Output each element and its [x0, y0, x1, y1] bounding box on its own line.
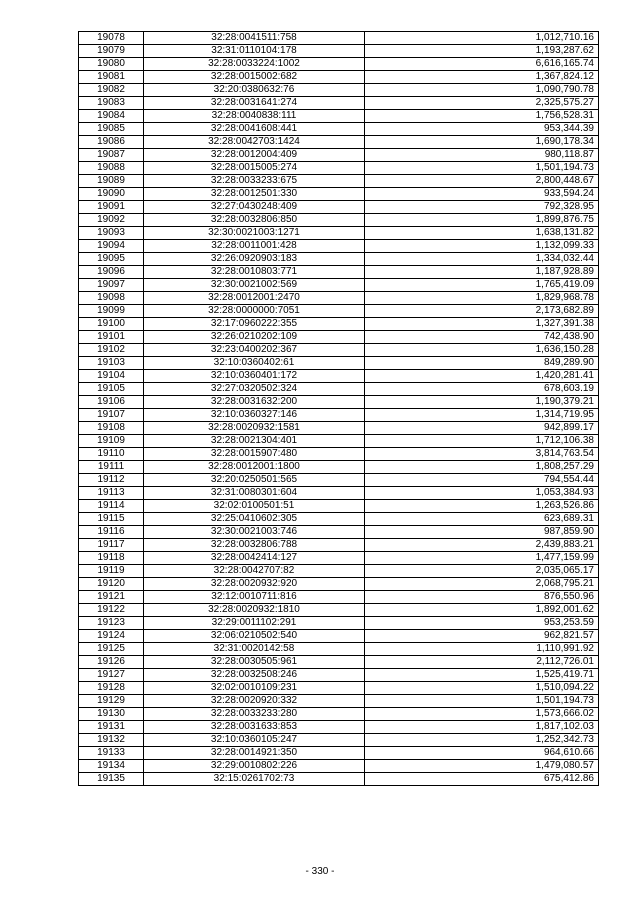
- cadastral-number-cell: 32:28:0020932:920: [144, 578, 365, 591]
- table-row: [79, 578, 599, 591]
- row-number-cell: 19124: [79, 630, 144, 643]
- cadastral-number-cell: 32:10:0360327:146: [144, 409, 365, 422]
- table-row: [79, 97, 599, 110]
- row-number-cell: 19121: [79, 591, 144, 604]
- amount-cell: 1,190,379.21: [365, 396, 599, 409]
- amount-cell: 980,118.87: [365, 149, 599, 162]
- row-number-cell: 19083: [79, 97, 144, 110]
- amount-cell: 1,420,281.41: [365, 370, 599, 383]
- cadastral-number-cell: 32:28:0040838:111: [144, 110, 365, 123]
- table-row: [79, 760, 599, 773]
- table-row: [79, 773, 599, 786]
- cadastral-number-cell: 32:27:0430248:409: [144, 201, 365, 214]
- cadastral-number-cell: 32:28:0032806:788: [144, 539, 365, 552]
- amount-cell: 2,068,795.21: [365, 578, 599, 591]
- table-row: [79, 84, 599, 97]
- amount-cell: 3,814,763.54: [365, 448, 599, 461]
- amount-cell: 1,314,719.95: [365, 409, 599, 422]
- row-number-cell: 19087: [79, 149, 144, 162]
- row-number-cell: 19089: [79, 175, 144, 188]
- amount-cell: 1,756,528.31: [365, 110, 599, 123]
- amount-cell: 6,616,165.74: [365, 58, 599, 71]
- amount-cell: 1,327,391.38: [365, 318, 599, 331]
- amount-cell: 1,817,102.03: [365, 721, 599, 734]
- amount-cell: 2,800,448.67: [365, 175, 599, 188]
- cadastral-number-cell: 32:28:0042703:1424: [144, 136, 365, 149]
- row-number-cell: 19129: [79, 695, 144, 708]
- table-row: [79, 110, 599, 123]
- row-number-cell: 19134: [79, 760, 144, 773]
- amount-cell: 1,263,526.86: [365, 500, 599, 513]
- table-row: [79, 240, 599, 253]
- row-number-cell: 19090: [79, 188, 144, 201]
- cadastral-number-cell: 32:30:0021003:746: [144, 526, 365, 539]
- cadastral-number-cell: 32:02:0010109:231: [144, 682, 365, 695]
- amount-cell: 1,090,790.78: [365, 84, 599, 97]
- cadastral-number-cell: 32:28:0012001:2470: [144, 292, 365, 305]
- row-number-cell: 19098: [79, 292, 144, 305]
- row-number-cell: 19133: [79, 747, 144, 760]
- amount-cell: 1,012,710.16: [365, 32, 599, 45]
- row-number-cell: 19132: [79, 734, 144, 747]
- cadastral-number-cell: 32:30:0021002:569: [144, 279, 365, 292]
- table-row: [79, 266, 599, 279]
- cadastral-number-cell: 32:26:0920903:183: [144, 253, 365, 266]
- row-number-cell: 19101: [79, 331, 144, 344]
- row-number-cell: 19092: [79, 214, 144, 227]
- amount-cell: 1,110,991.92: [365, 643, 599, 656]
- cadastral-number-cell: 32:31:0020142:58: [144, 643, 365, 656]
- row-number-cell: 19103: [79, 357, 144, 370]
- amount-cell: 1,765,419.09: [365, 279, 599, 292]
- row-number-cell: 19109: [79, 435, 144, 448]
- cadastral-number-cell: 32:28:0031633:853: [144, 721, 365, 734]
- row-number-cell: 19082: [79, 84, 144, 97]
- row-number-cell: 19096: [79, 266, 144, 279]
- amount-cell: 876,550.96: [365, 591, 599, 604]
- amount-cell: 1,187,928.89: [365, 266, 599, 279]
- table-row: [79, 162, 599, 175]
- cadastral-number-cell: 32:28:0020932:1581: [144, 422, 365, 435]
- row-number-cell: 19135: [79, 773, 144, 786]
- table-row: [79, 721, 599, 734]
- table-row: [79, 708, 599, 721]
- row-number-cell: 19091: [79, 201, 144, 214]
- cadastral-number-cell: 32:28:0042414:127: [144, 552, 365, 565]
- table-row: [79, 448, 599, 461]
- cadastral-number-cell: 32:28:0000000:7051: [144, 305, 365, 318]
- table-row: [79, 669, 599, 682]
- table-row: [79, 370, 599, 383]
- row-number-cell: 19108: [79, 422, 144, 435]
- cadastral-number-cell: 32:10:0360402:61: [144, 357, 365, 370]
- amount-cell: 1,892,001.62: [365, 604, 599, 617]
- row-number-cell: 19100: [79, 318, 144, 331]
- row-number-cell: 19081: [79, 71, 144, 84]
- table-row: [79, 123, 599, 136]
- row-number-cell: 19094: [79, 240, 144, 253]
- cadastral-number-cell: 32:30:0021003:1271: [144, 227, 365, 240]
- row-number-cell: 19116: [79, 526, 144, 539]
- amount-cell: 1,636,150.28: [365, 344, 599, 357]
- row-number-cell: 19110: [79, 448, 144, 461]
- cadastral-number-cell: 32:28:0012001:1800: [144, 461, 365, 474]
- amount-cell: 794,554.44: [365, 474, 599, 487]
- table-row: [79, 188, 599, 201]
- amount-cell: 1,525,419.71: [365, 669, 599, 682]
- table-row: [79, 175, 599, 188]
- row-number-cell: 19080: [79, 58, 144, 71]
- amount-cell: 987,859.90: [365, 526, 599, 539]
- row-number-cell: 19078: [79, 32, 144, 45]
- cadastral-number-cell: 32:02:0100501:51: [144, 500, 365, 513]
- row-number-cell: 19126: [79, 656, 144, 669]
- row-number-cell: 19127: [79, 669, 144, 682]
- cadastral-number-cell: 32:28:0033224:1002: [144, 58, 365, 71]
- table-row: [79, 591, 599, 604]
- cadastral-number-cell: 32:28:0010803:771: [144, 266, 365, 279]
- table-row: [79, 747, 599, 760]
- cadastral-number-cell: 32:28:0030505:961: [144, 656, 365, 669]
- cadastral-number-cell: 32:06:0210502:540: [144, 630, 365, 643]
- row-number-cell: 19102: [79, 344, 144, 357]
- table-row: [79, 461, 599, 474]
- cadastral-number-cell: 32:28:0014921:350: [144, 747, 365, 760]
- cadastral-number-cell: 32:28:0031641:274: [144, 97, 365, 110]
- row-number-cell: 19107: [79, 409, 144, 422]
- amount-cell: 1,899,876.75: [365, 214, 599, 227]
- cadastral-number-cell: 32:28:0020932:1810: [144, 604, 365, 617]
- table-row: [79, 734, 599, 747]
- amount-cell: 2,439,883.21: [365, 539, 599, 552]
- amount-cell: 792,328.95: [365, 201, 599, 214]
- table-row: [79, 32, 599, 45]
- amount-cell: 678,603.19: [365, 383, 599, 396]
- table-row: [79, 136, 599, 149]
- amount-cell: 742,438.90: [365, 331, 599, 344]
- cadastral-number-cell: 32:28:0041511:758: [144, 32, 365, 45]
- amount-cell: 964,610.66: [365, 747, 599, 760]
- table-row: [79, 422, 599, 435]
- amount-cell: 1,501,194.73: [365, 162, 599, 175]
- cadastral-number-cell: 32:28:0011001:428: [144, 240, 365, 253]
- table-row: [79, 513, 599, 526]
- table-row: [79, 409, 599, 422]
- amount-cell: 953,253.59: [365, 617, 599, 630]
- amount-cell: 849,289.90: [365, 357, 599, 370]
- table-row: [79, 656, 599, 669]
- amount-cell: 1,477,159.99: [365, 552, 599, 565]
- row-number-cell: 19099: [79, 305, 144, 318]
- table-row: [79, 344, 599, 357]
- table-row: [79, 630, 599, 643]
- table-row: [79, 45, 599, 58]
- cadastral-number-cell: 32:12:0010711:816: [144, 591, 365, 604]
- table-row: [79, 292, 599, 305]
- amount-cell: 1,501,194.73: [365, 695, 599, 708]
- cadastral-number-cell: 32:28:0032806:850: [144, 214, 365, 227]
- table-row: [79, 58, 599, 71]
- cadastral-number-cell: 32:28:0012501:330: [144, 188, 365, 201]
- amount-cell: 962,821.57: [365, 630, 599, 643]
- amount-cell: 2,173,682.89: [365, 305, 599, 318]
- cadastral-value-table: [78, 31, 599, 786]
- amount-cell: 1,193,287.62: [365, 45, 599, 58]
- table-row: [79, 214, 599, 227]
- row-number-cell: 19118: [79, 552, 144, 565]
- cadastral-number-cell: 32:27:0320502:324: [144, 383, 365, 396]
- row-number-cell: 19085: [79, 123, 144, 136]
- table-row: [79, 396, 599, 409]
- table-row: [79, 71, 599, 84]
- row-number-cell: 19120: [79, 578, 144, 591]
- amount-cell: 1,053,384.93: [365, 487, 599, 500]
- row-number-cell: 19111: [79, 461, 144, 474]
- cadastral-number-cell: 32:28:0031632:200: [144, 396, 365, 409]
- row-number-cell: 19086: [79, 136, 144, 149]
- row-number-cell: 19106: [79, 396, 144, 409]
- table-row: [79, 539, 599, 552]
- amount-cell: 1,367,824.12: [365, 71, 599, 84]
- cadastral-number-cell: 32:10:0360105:247: [144, 734, 365, 747]
- row-number-cell: 19097: [79, 279, 144, 292]
- table-row: [79, 526, 599, 539]
- cadastral-number-cell: 32:20:0380632:76: [144, 84, 365, 97]
- table-row: [79, 487, 599, 500]
- table-row: [79, 227, 599, 240]
- row-number-cell: 19115: [79, 513, 144, 526]
- row-number-cell: 19084: [79, 110, 144, 123]
- table-row: [79, 565, 599, 578]
- row-number-cell: 19112: [79, 474, 144, 487]
- cadastral-number-cell: 32:23:0400202:367: [144, 344, 365, 357]
- cadastral-number-cell: 32:28:0015002:682: [144, 71, 365, 84]
- row-number-cell: 19104: [79, 370, 144, 383]
- table-row: [79, 474, 599, 487]
- table-row: [79, 383, 599, 396]
- amount-cell: 1,829,968.78: [365, 292, 599, 305]
- cadastral-number-cell: 32:26:0210202:109: [144, 331, 365, 344]
- table-row: [79, 149, 599, 162]
- table-body: [79, 32, 599, 786]
- row-number-cell: 19105: [79, 383, 144, 396]
- row-number-cell: 19079: [79, 45, 144, 58]
- row-number-cell: 19095: [79, 253, 144, 266]
- row-number-cell: 19088: [79, 162, 144, 175]
- table-row: [79, 279, 599, 292]
- table-row: [79, 318, 599, 331]
- row-number-cell: 19130: [79, 708, 144, 721]
- amount-cell: 1,638,131.82: [365, 227, 599, 240]
- amount-cell: 942,899.17: [365, 422, 599, 435]
- amount-cell: 1,252,342.73: [365, 734, 599, 747]
- cadastral-number-cell: 32:28:0033233:280: [144, 708, 365, 721]
- amount-cell: 933,594.24: [365, 188, 599, 201]
- cadastral-number-cell: 32:15:0261702:73: [144, 773, 365, 786]
- amount-cell: 1,510,094.22: [365, 682, 599, 695]
- cadastral-number-cell: 32:31:0110104:178: [144, 45, 365, 58]
- table-row: [79, 253, 599, 266]
- row-number-cell: 19123: [79, 617, 144, 630]
- table-row: [79, 552, 599, 565]
- amount-cell: 953,344.39: [365, 123, 599, 136]
- amount-cell: 675,412.86: [365, 773, 599, 786]
- cadastral-number-cell: 32:29:0011102:291: [144, 617, 365, 630]
- cadastral-number-cell: 32:29:0010802:226: [144, 760, 365, 773]
- row-number-cell: 19128: [79, 682, 144, 695]
- row-number-cell: 19093: [79, 227, 144, 240]
- amount-cell: 623,689.31: [365, 513, 599, 526]
- page-number: - 330 -: [305, 866, 335, 877]
- cadastral-number-cell: 32:28:0041608:441: [144, 123, 365, 136]
- table-row: [79, 435, 599, 448]
- table-row: [79, 500, 599, 513]
- amount-cell: 1,334,032.44: [365, 253, 599, 266]
- cadastral-number-cell: 32:28:0021304:401: [144, 435, 365, 448]
- cadastral-number-cell: 32:28:0012004:409: [144, 149, 365, 162]
- table-row: [79, 695, 599, 708]
- table-row: [79, 604, 599, 617]
- amount-cell: 1,690,178.34: [365, 136, 599, 149]
- table-row: [79, 201, 599, 214]
- amount-cell: 1,479,080.57: [365, 760, 599, 773]
- cadastral-number-cell: 32:28:0033233:675: [144, 175, 365, 188]
- amount-cell: 1,808,257.29: [365, 461, 599, 474]
- row-number-cell: 19119: [79, 565, 144, 578]
- cadastral-number-cell: 32:25:0410602:305: [144, 513, 365, 526]
- cadastral-number-cell: 32:28:0020920:332: [144, 695, 365, 708]
- row-number-cell: 19113: [79, 487, 144, 500]
- amount-cell: 2,325,575.27: [365, 97, 599, 110]
- cadastral-number-cell: 32:20:0250501:565: [144, 474, 365, 487]
- table-row: [79, 305, 599, 318]
- amount-cell: 2,035,065.17: [365, 565, 599, 578]
- amount-cell: 1,712,106.38: [365, 435, 599, 448]
- amount-cell: 1,132,099.33: [365, 240, 599, 253]
- table-row: [79, 617, 599, 630]
- table-row: [79, 331, 599, 344]
- row-number-cell: 19117: [79, 539, 144, 552]
- cadastral-number-cell: 32:10:0360401:172: [144, 370, 365, 383]
- cadastral-number-cell: 32:31:0080301:604: [144, 487, 365, 500]
- row-number-cell: 19131: [79, 721, 144, 734]
- table-row: [79, 357, 599, 370]
- row-number-cell: 19125: [79, 643, 144, 656]
- row-number-cell: 19114: [79, 500, 144, 513]
- cadastral-number-cell: 32:28:0015907:480: [144, 448, 365, 461]
- cadastral-number-cell: 32:28:0032508:246: [144, 669, 365, 682]
- row-number-cell: 19122: [79, 604, 144, 617]
- cadastral-number-cell: 32:28:0015005:274: [144, 162, 365, 175]
- table-row: [79, 682, 599, 695]
- amount-cell: 1,573,666.02: [365, 708, 599, 721]
- cadastral-number-cell: 32:28:0042707:82: [144, 565, 365, 578]
- amount-cell: 2,112,726.01: [365, 656, 599, 669]
- table-row: [79, 643, 599, 656]
- cadastral-number-cell: 32:17:0960222:355: [144, 318, 365, 331]
